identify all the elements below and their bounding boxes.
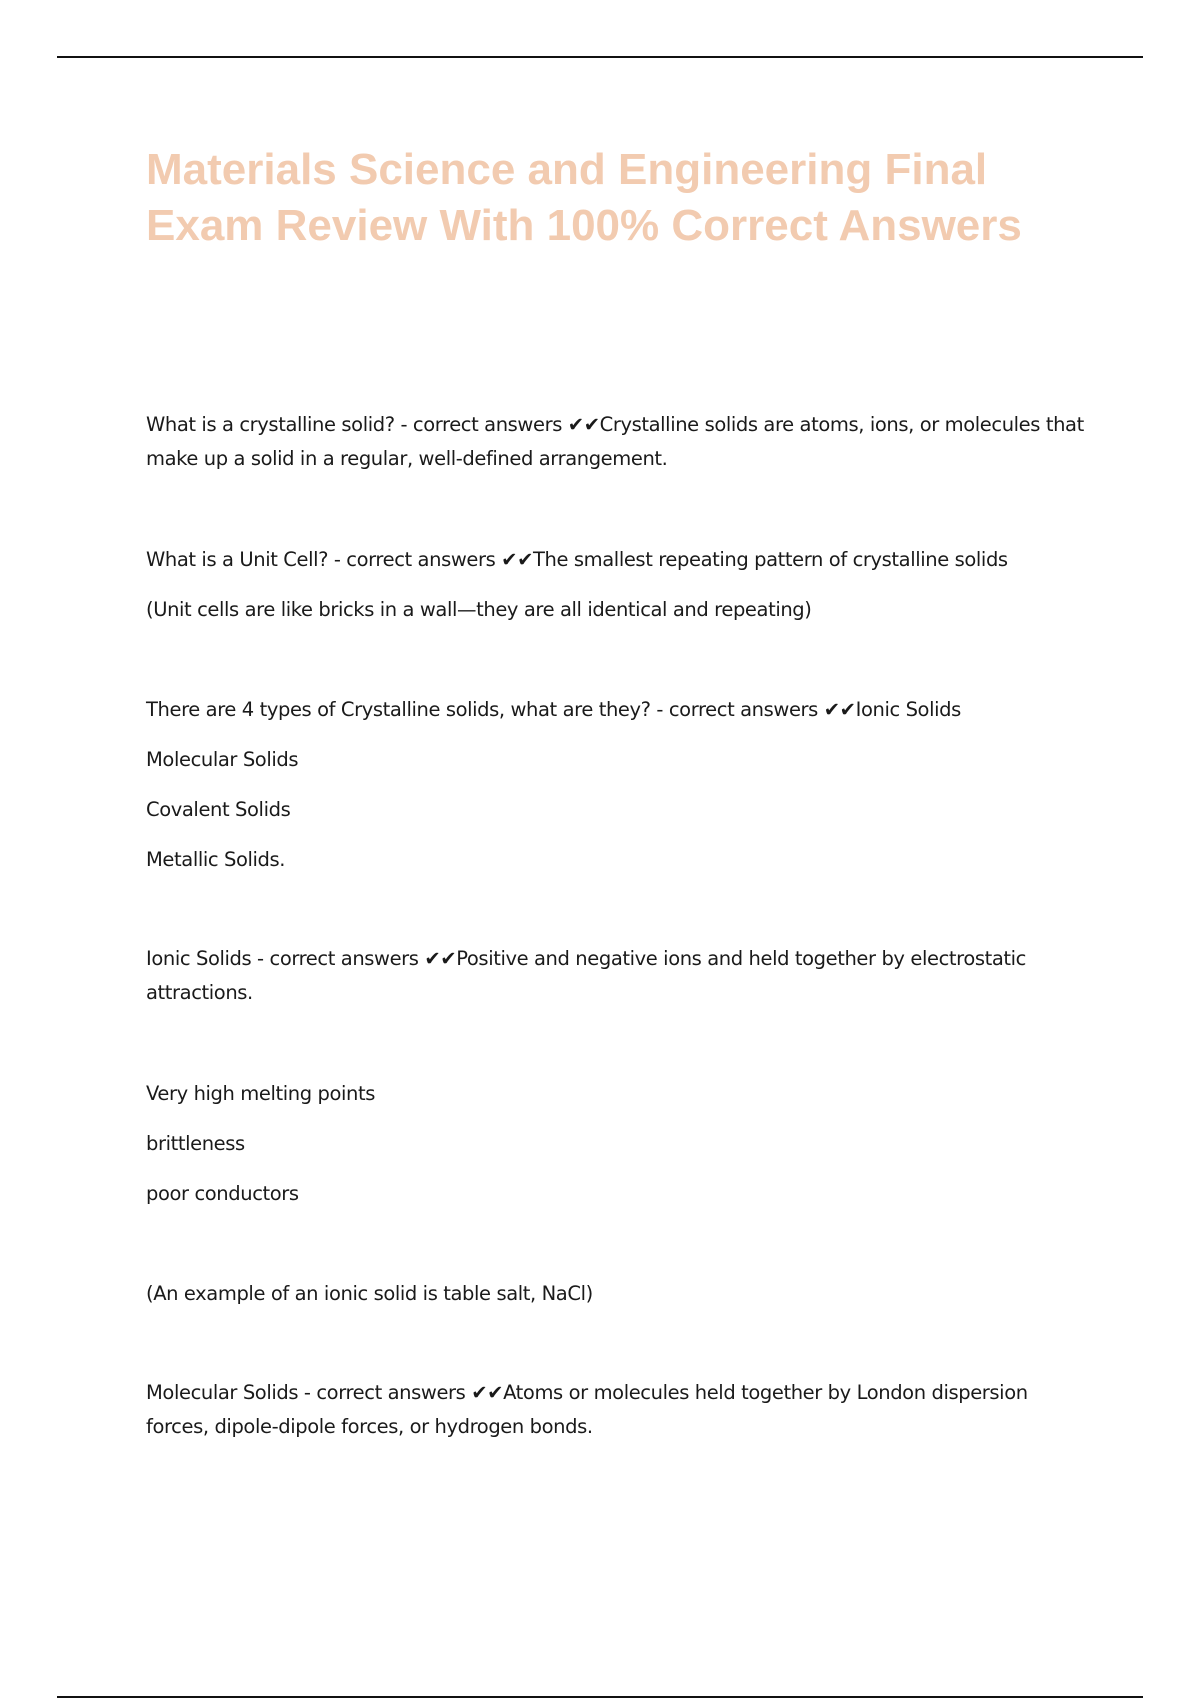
qa-unit-cell: What is a Unit Cell? - correct answers ✔✔The smallest repeating pattern of crystalline solids [146,548,1008,571]
ionic-example-note: (An example of an ionic solid is table salt, NaCl) [146,1282,593,1305]
list-item: poor conductors [146,1182,299,1205]
list-item: Metallic Solids. [146,848,286,871]
qa-crystalline-types: There are 4 types of Crystalline solids, what are they? - correct answers ✔✔Ionic Solids [146,698,961,721]
list-item: Molecular Solids [146,748,299,771]
top-rule [57,56,1143,58]
list-item: Covalent Solids [146,798,291,821]
document-body [146,408,1086,1444]
list-item: brittleness [146,1132,245,1155]
qa-crystalline-solid: What is a crystalline solid? - correct answers ✔✔Crystalline solids are atoms, ions, or molecules that make up a solid in a regular, well-defined arrangement. [146,413,1084,470]
list-item: Very high melting points [146,1082,375,1105]
unit-cell-note: (Unit cells are like bricks in a wall—they are all identical and repeating) [146,598,812,621]
qa-ionic-solids: Ionic Solids - correct answers ✔✔Positive and negative ions and held together by electrostatic attractions. [146,947,1026,1004]
document-title: Materials Science and Engineering Final Exam Review With 100% Correct Answers [146,145,1022,250]
bottom-rule [57,1696,1143,1698]
qa-molecular-solids: Molecular Solids - correct answers ✔✔Atoms or molecules held together by London dispersion forces, dipole-dipole forces, or hydrogen bonds. [146,1381,1028,1438]
